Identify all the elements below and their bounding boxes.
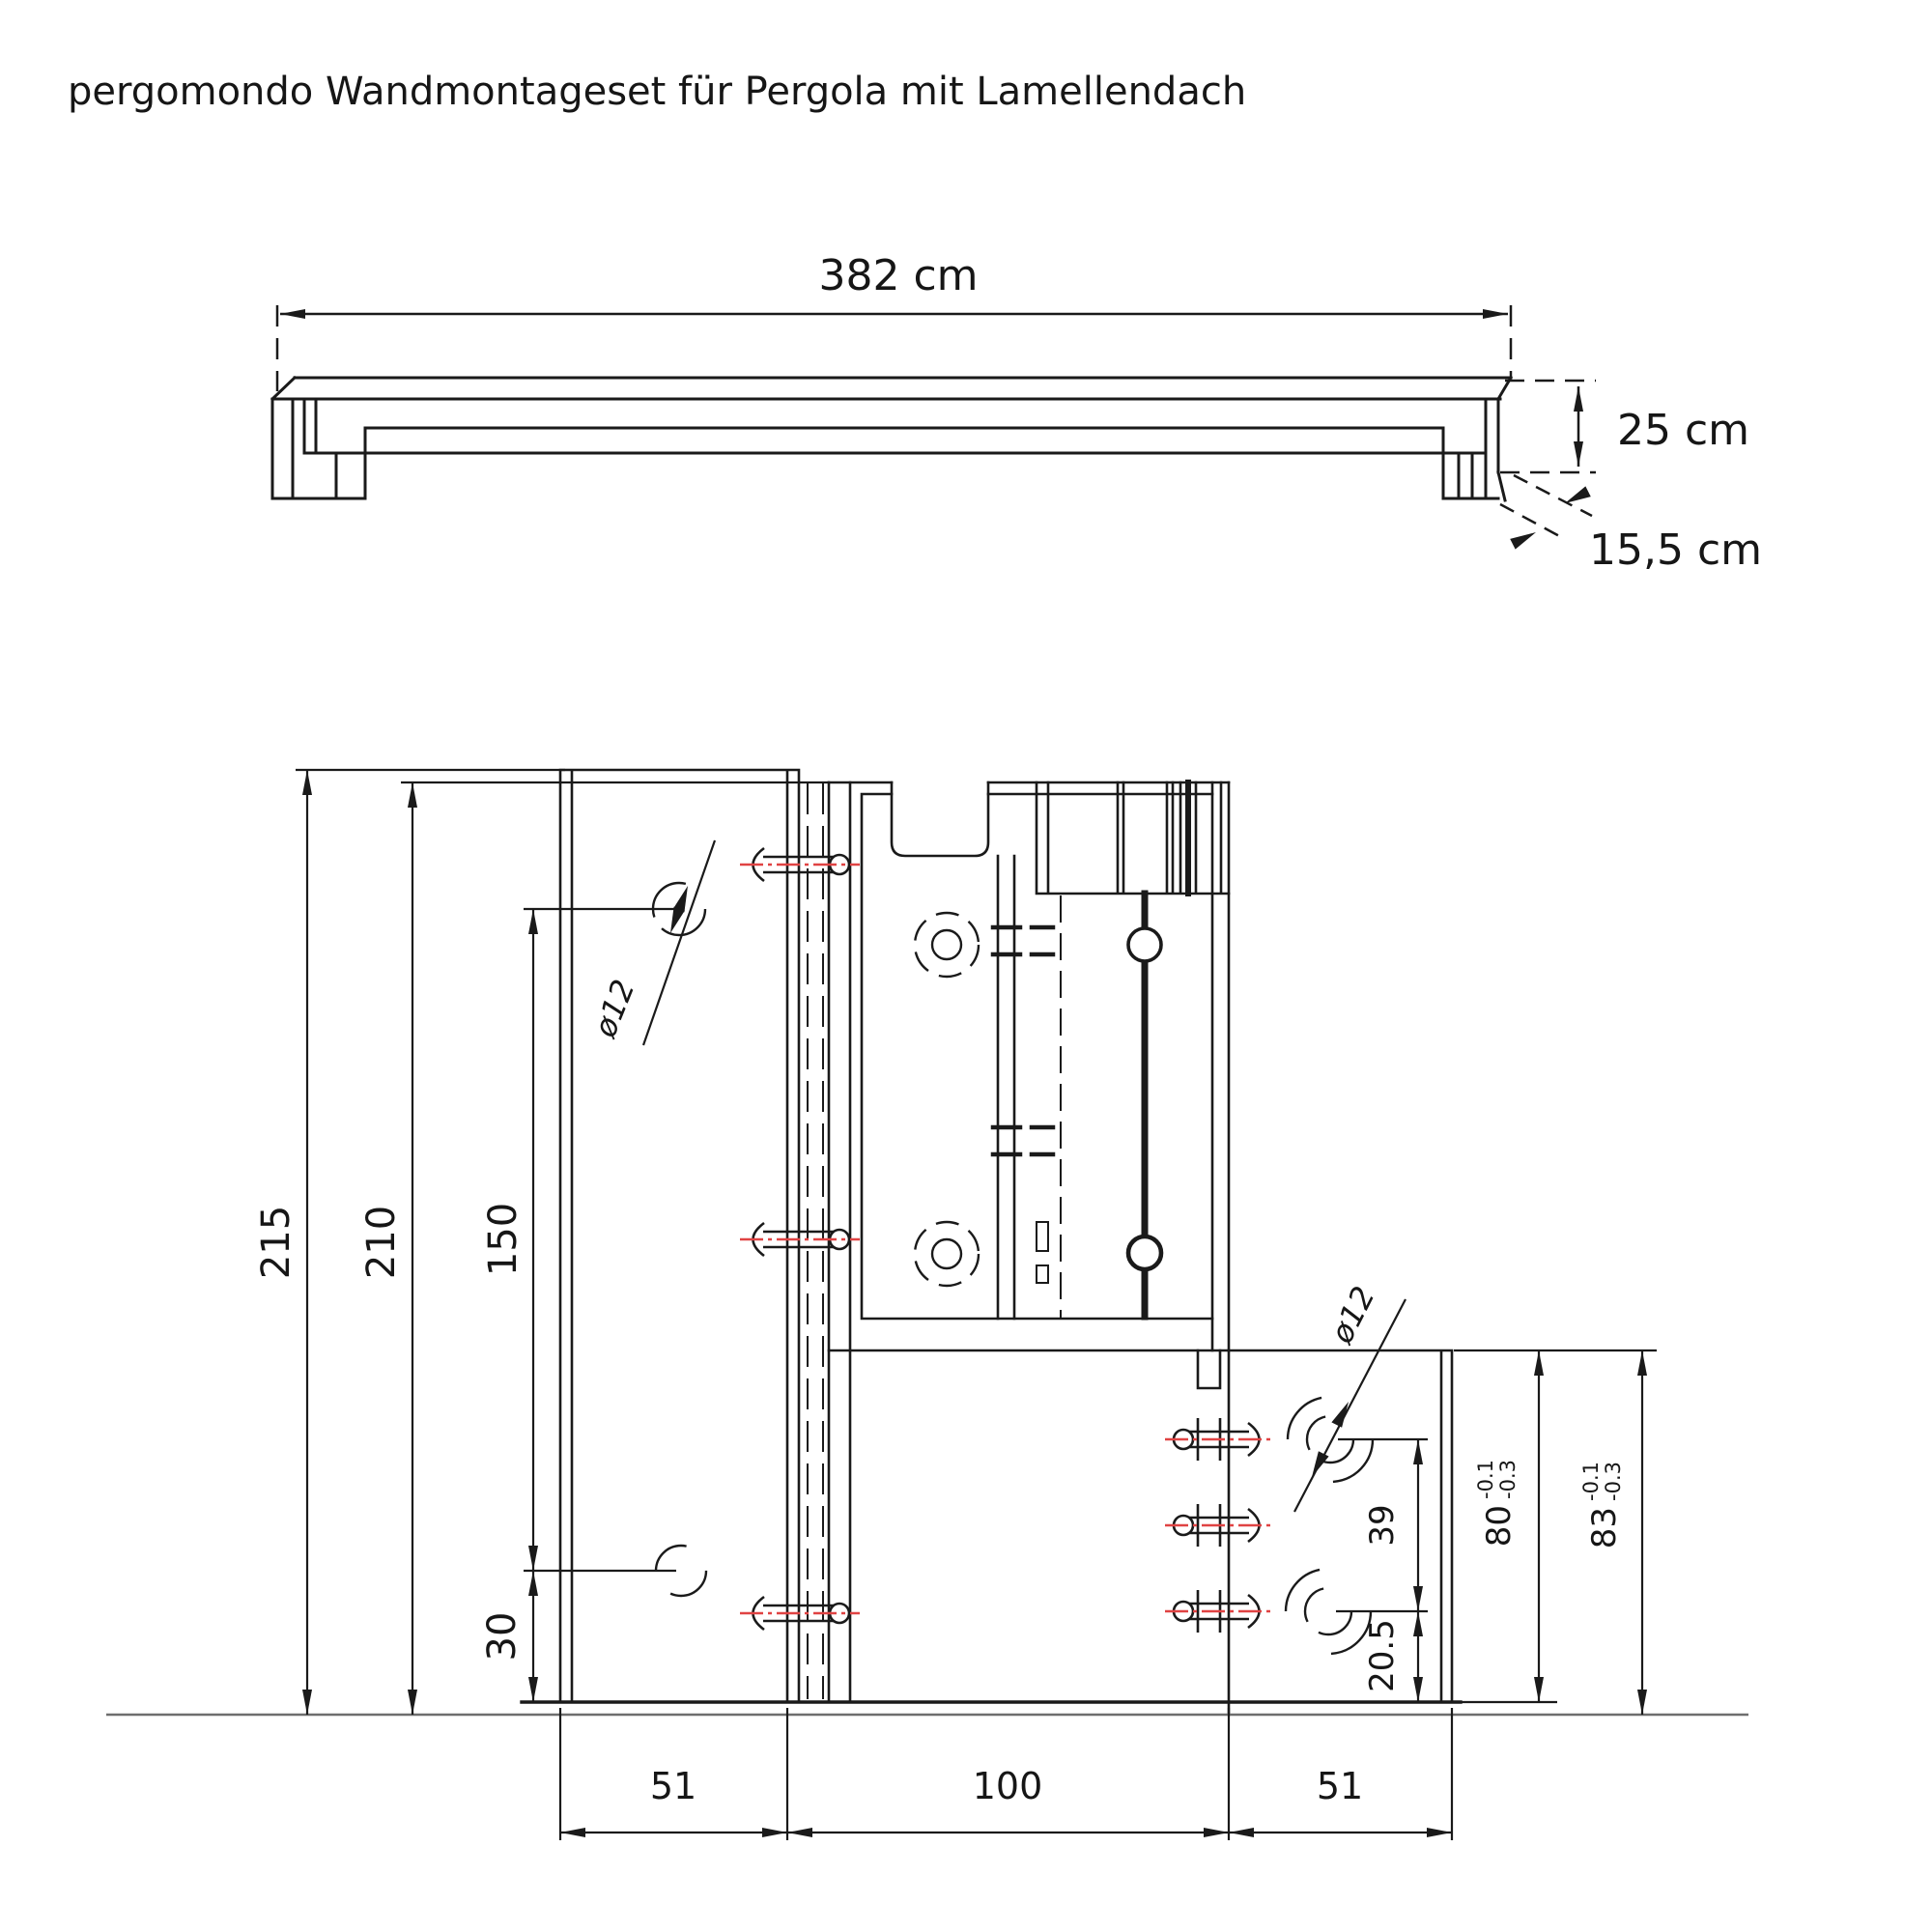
dia12-label-left: ø12 <box>585 974 642 1042</box>
bracket-hole-lower <box>932 1239 961 1268</box>
dim-label-39: 39 <box>1363 1504 1402 1547</box>
holes-and-bolts <box>653 883 1373 1654</box>
bracket-notch <box>892 782 988 856</box>
beam-depth-dimension <box>1500 475 1592 538</box>
dim-label-20-5: 20.5 <box>1363 1619 1402 1692</box>
dim-label-83-tol-lower: -0.3 <box>1602 1462 1625 1501</box>
hidden-edges-center <box>808 784 823 1698</box>
bracket-hole-upper-ring <box>915 913 979 977</box>
dia12-label-right: ø12 <box>1322 1280 1382 1350</box>
bracket-hole-upper <box>932 930 961 959</box>
dim-label-83-tol-upper: -0.1 <box>1579 1462 1603 1501</box>
leader-dia12-left <box>643 840 715 1045</box>
dim-label-80: 80 <box>1480 1505 1519 1548</box>
left-extension-lines <box>296 770 829 1571</box>
leader-arrow-right-down <box>1307 1451 1329 1480</box>
beam-length-label: 382 cm <box>818 251 979 300</box>
depth-arrow-down-left <box>1562 486 1591 508</box>
beam-right-foot <box>1443 399 1505 500</box>
beam-height-dimension <box>1500 381 1596 472</box>
dim-label-83-group <box>1579 1462 1625 1548</box>
rod-nut-upper <box>1128 928 1161 961</box>
bracket-detail-view <box>106 770 1748 1840</box>
dim-label-51-left: 51 <box>649 1765 697 1807</box>
pin-centerlines <box>740 865 1271 1613</box>
hinge-tab-lower <box>1037 1265 1048 1283</box>
fixing-pins <box>740 848 1271 1633</box>
leader-arrow-left-down <box>665 907 685 935</box>
beam-outline <box>272 378 1511 500</box>
bottom-plate-right <box>1198 1350 1452 1702</box>
hinge-tab-upper <box>1037 1222 1048 1251</box>
dim-label-80-tol-upper: -0.1 <box>1474 1460 1497 1499</box>
dim-label-51-right: 51 <box>1316 1765 1364 1807</box>
depth-arrow-up-right <box>1510 527 1539 550</box>
dim-label-150: 150 <box>481 1202 526 1277</box>
dim-label-80-tol-lower: -0.3 <box>1496 1460 1520 1499</box>
dim-label-80-group <box>1474 1460 1520 1547</box>
dim-label-215: 215 <box>254 1205 298 1280</box>
bracket-box <box>829 782 1229 1350</box>
dim-label-210: 210 <box>359 1205 404 1280</box>
lock-ticks <box>993 927 1053 1154</box>
beam-depth-label: 15,5 cm <box>1589 526 1763 575</box>
beam-view <box>272 251 1762 575</box>
beam-left-foot <box>272 399 365 498</box>
beam-height-label: 25 cm <box>1617 406 1750 455</box>
rod-nut-lower <box>1128 1236 1161 1269</box>
dim-label-83: 83 <box>1585 1507 1624 1549</box>
dim-label-30: 30 <box>480 1611 525 1662</box>
bracket-hole-lower-ring <box>915 1222 979 1286</box>
dim-label-100: 100 <box>972 1765 1043 1807</box>
bracket-structure <box>522 770 1461 1715</box>
page-title: pergomondo Wandmontageset für Pergola mit Lamellendach <box>68 70 1247 114</box>
